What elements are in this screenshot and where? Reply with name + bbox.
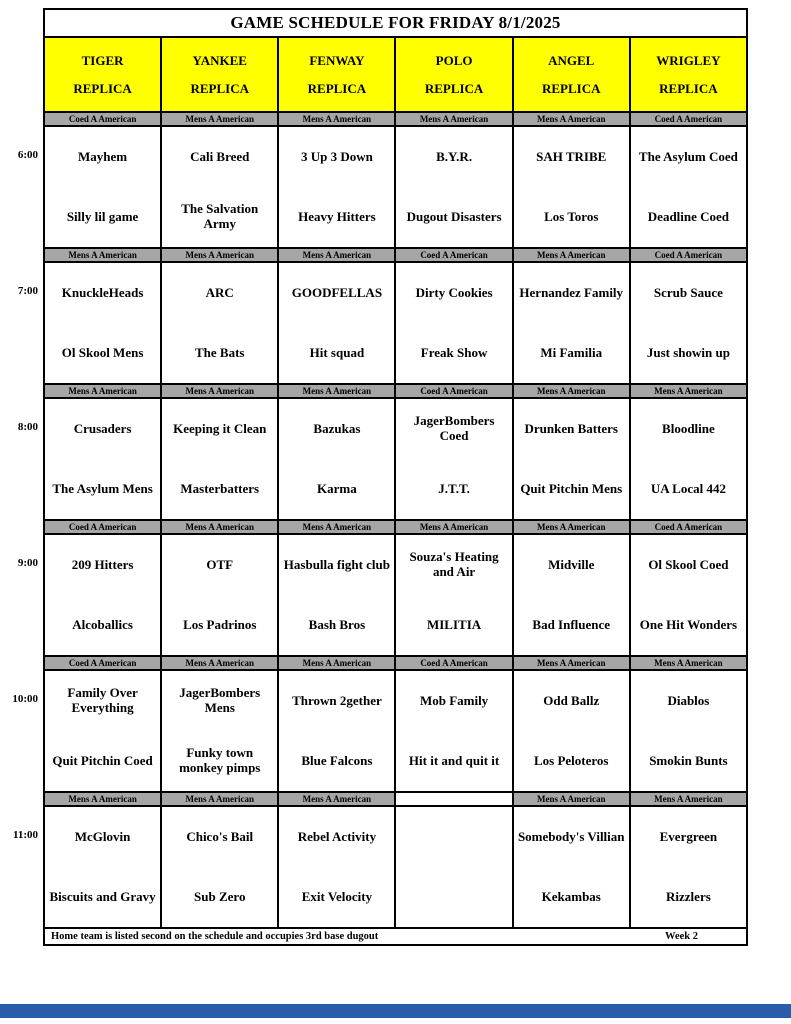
home-team: Karma — [317, 480, 357, 496]
league-band-label: Coed A American — [654, 522, 723, 532]
league-band-label: Mens A American — [185, 114, 254, 124]
field-sub: REPLICA — [307, 80, 367, 96]
away-team: Ol Skool Coed — [648, 556, 729, 572]
game-cell — [630, 398, 747, 520]
games-row — [44, 398, 747, 520]
bottom-scrollbar[interactable] — [0, 1004, 791, 1018]
home-team: Heavy Hitters — [298, 208, 376, 224]
league-band-label: Mens A American — [536, 114, 606, 124]
league-band — [395, 112, 512, 126]
home-team: Silly lil game — [66, 208, 139, 224]
league-band-row — [44, 792, 747, 806]
home-team: Hit it and quit it — [408, 752, 500, 768]
league-band-label: Mens A American — [302, 114, 372, 124]
game-cell — [44, 126, 161, 248]
league-band — [161, 520, 278, 534]
games-row — [44, 806, 747, 928]
game-cell — [513, 670, 630, 792]
field-header-yankee — [161, 37, 278, 112]
away-team: Chico's Bail — [186, 828, 254, 844]
game-cell — [161, 398, 278, 520]
league-band — [44, 656, 161, 670]
game-cell — [161, 670, 278, 792]
field-name: YANKEE — [192, 52, 247, 68]
league-band-row — [44, 656, 747, 670]
field-sub: REPLICA — [659, 80, 718, 96]
league-band — [630, 520, 747, 534]
league-band — [44, 384, 161, 398]
away-team: SAH TRIBE — [536, 148, 607, 164]
home-team: Los Peloteros — [533, 752, 609, 768]
game-cell — [278, 126, 395, 248]
game-cell — [513, 806, 630, 928]
league-band — [161, 248, 278, 262]
game-cell — [630, 806, 747, 928]
home-team: Kekambas — [541, 888, 601, 904]
league-band — [630, 248, 747, 262]
home-team: Deadline Coed — [647, 208, 730, 224]
league-band-row — [44, 520, 747, 534]
away-team: GOODFELLAS — [291, 284, 383, 300]
game-cell — [44, 670, 161, 792]
home-team: Smokin Bunts — [649, 752, 728, 768]
league-band-label: Mens A American — [419, 114, 489, 124]
league-band — [513, 656, 630, 670]
league-band — [161, 792, 278, 806]
league-band-row — [44, 248, 747, 262]
league-band-label: Coed A American — [420, 658, 488, 668]
footer-row — [44, 928, 747, 945]
league-band-label: Mens A American — [185, 386, 254, 396]
game-cell — [161, 126, 278, 248]
home-team: UA Local 442 — [650, 480, 726, 496]
time-label: 8:00 — [17, 421, 38, 433]
league-band — [278, 384, 395, 398]
league-band-label: Coed A American — [68, 658, 137, 668]
league-band — [395, 792, 512, 806]
hour-block-700 — [44, 248, 747, 384]
home-team: Los Padrinos — [183, 616, 257, 632]
game-cell — [278, 806, 395, 928]
away-team: Bazukas — [313, 420, 361, 436]
game-cell — [630, 262, 747, 384]
league-band — [513, 248, 630, 262]
home-team: The Salvation Army — [181, 201, 259, 231]
league-band — [44, 520, 161, 534]
away-team: Drunken Batters — [524, 420, 618, 436]
home-team: Sub Zero — [194, 888, 246, 904]
league-band — [44, 248, 161, 262]
away-team: Family Over Everything — [67, 685, 138, 715]
away-team: Crusaders — [73, 420, 132, 436]
week-label: Week 2 — [665, 931, 698, 942]
home-team: The Bats — [195, 344, 245, 360]
league-band-label: Coed A American — [654, 114, 723, 124]
home-team: Dugout Disasters — [406, 208, 502, 224]
game-cell — [278, 398, 395, 520]
league-band-label: Mens A American — [68, 250, 137, 260]
league-band-label: Mens A American — [302, 386, 372, 396]
away-team: Dirty Cookies — [415, 284, 493, 300]
game-cell — [44, 262, 161, 384]
away-team: Cali Breed — [190, 148, 250, 164]
field-sub: REPLICA — [190, 80, 249, 96]
game-cell — [513, 534, 630, 656]
away-team: JagerBombers Coed — [413, 413, 495, 443]
away-team: Hasbulla fight club — [283, 556, 390, 572]
league-band — [513, 520, 630, 534]
home-team: Rizzlers — [666, 888, 711, 904]
home-team: Freak Show — [420, 344, 488, 360]
away-team: B.Y.R. — [436, 148, 473, 164]
away-team: Scrub Sauce — [653, 284, 723, 300]
league-band — [44, 112, 161, 126]
league-band-label: Mens A American — [185, 250, 254, 260]
schedule-body — [44, 112, 747, 928]
home-team: Funky town monkey pimps — [179, 745, 261, 775]
away-team: Hernandez Family — [519, 284, 624, 300]
game-cell — [513, 126, 630, 248]
field-name: WRIGLEY — [656, 52, 721, 68]
home-team: Mi Familia — [540, 344, 603, 360]
league-band-row — [44, 384, 747, 398]
hour-block-1000 — [44, 656, 747, 792]
game-cell — [278, 534, 395, 656]
home-team-note: Home team is listed second on the schedule and occupies 3rd base dugout — [51, 931, 379, 942]
home-team: Exit Velocity — [301, 888, 373, 904]
home-team: Blue Falcons — [301, 752, 373, 768]
away-team: Mayhem — [78, 148, 128, 164]
hour-block-900 — [44, 520, 747, 656]
league-band-label: Coed A American — [68, 114, 137, 124]
home-team: MILITIA — [426, 616, 482, 632]
league-band-label: Mens A American — [185, 794, 254, 804]
away-team: Mob Family — [419, 692, 489, 708]
field-header-wrigley — [630, 37, 747, 112]
league-band-label: Coed A American — [420, 386, 488, 396]
league-band — [395, 384, 512, 398]
league-band — [513, 792, 630, 806]
home-team: Quit Pitchin Coed — [52, 752, 153, 768]
away-team: McGlovin — [74, 828, 131, 844]
games-row — [44, 126, 747, 248]
league-band — [44, 792, 161, 806]
league-band — [278, 248, 395, 262]
game-cell — [44, 806, 161, 928]
field-name: ANGEL — [548, 52, 595, 68]
home-team: Biscuits and Gravy — [49, 888, 156, 904]
away-team: 209 Hitters — [71, 556, 134, 572]
games-row — [44, 670, 747, 792]
home-team: Masterbatters — [180, 480, 260, 496]
time-label: 10:00 — [12, 693, 38, 705]
game-cell — [395, 126, 512, 248]
league-band-label: Coed A American — [68, 522, 137, 532]
away-team: Somebody's Villian — [517, 828, 625, 844]
field-sub: REPLICA — [73, 80, 132, 96]
field-name: POLO — [435, 52, 473, 68]
game-cell — [395, 398, 512, 520]
league-band-label: Mens A American — [654, 386, 723, 396]
league-band — [395, 520, 512, 534]
home-team: Bash Bros — [308, 616, 366, 632]
hour-block-800 — [44, 384, 747, 520]
league-band — [395, 656, 512, 670]
home-team: The Asylum Mens — [52, 480, 153, 496]
league-band-label: Mens A American — [654, 794, 723, 804]
away-team: Thrown 2gether — [292, 692, 382, 708]
page-title: GAME SCHEDULE FOR FRIDAY 8/1/2025 — [44, 9, 747, 37]
games-row — [44, 262, 747, 384]
league-band-label: Mens A American — [536, 250, 606, 260]
away-team: 3 Up 3 Down — [300, 148, 373, 164]
game-cell — [513, 262, 630, 384]
home-team: Hit squad — [309, 344, 365, 360]
home-team: Bad Influence — [532, 616, 611, 632]
league-band — [161, 112, 278, 126]
game-cell — [161, 806, 278, 928]
league-band — [278, 112, 395, 126]
league-band — [161, 656, 278, 670]
game-cell — [278, 262, 395, 384]
game-cell — [278, 670, 395, 792]
time-label: 11:00 — [12, 829, 38, 841]
league-band — [513, 384, 630, 398]
game-cell — [395, 806, 512, 928]
league-band-label: Coed A American — [420, 250, 488, 260]
game-cell — [395, 534, 512, 656]
home-team — [396, 867, 511, 927]
home-team: Just showin up — [646, 344, 730, 360]
away-team: The Asylum Coed — [638, 148, 738, 164]
away-team: Midville — [548, 556, 595, 572]
away-team: JagerBombers Mens — [179, 685, 261, 715]
league-band-label: Mens A American — [419, 522, 489, 532]
league-band-label: Mens A American — [654, 658, 723, 668]
league-band — [630, 656, 747, 670]
field-name: FENWAY — [309, 52, 365, 68]
field-sub: REPLICA — [424, 80, 484, 96]
league-band — [630, 112, 747, 126]
league-band — [278, 792, 395, 806]
game-cell — [630, 670, 747, 792]
away-team: Odd Ballz — [543, 692, 600, 708]
league-band-label: Mens A American — [68, 794, 137, 804]
field-header-angel — [513, 37, 630, 112]
home-team: Los Toros — [544, 208, 599, 224]
league-band-label: Mens A American — [302, 658, 372, 668]
league-band — [513, 112, 630, 126]
league-band-row — [44, 112, 747, 126]
time-label: 7:00 — [17, 285, 38, 297]
game-cell — [630, 534, 747, 656]
game-cell — [161, 262, 278, 384]
league-band-label: Coed A American — [654, 250, 723, 260]
hour-block-600 — [44, 112, 747, 248]
league-band-label: Mens A American — [302, 522, 372, 532]
league-band-label: Mens A American — [68, 386, 137, 396]
league-band-label: Mens A American — [185, 522, 254, 532]
league-band — [630, 384, 747, 398]
away-team: KnuckleHeads — [61, 284, 144, 300]
field-sub: REPLICA — [541, 80, 601, 96]
field-header-polo — [395, 37, 512, 112]
league-band — [161, 384, 278, 398]
time-label: 6:00 — [17, 149, 38, 161]
home-team: J.T.T. — [438, 480, 470, 496]
league-band-label: Mens A American — [536, 386, 606, 396]
schedule-table — [43, 8, 748, 946]
field-header-tiger — [44, 37, 161, 112]
game-cell — [395, 262, 512, 384]
game-cell — [161, 534, 278, 656]
league-band-label: Mens A American — [536, 794, 606, 804]
time-label: 9:00 — [17, 557, 38, 569]
field-header-fenway — [278, 37, 395, 112]
games-row — [44, 534, 747, 656]
home-team: Quit Pitchin Mens — [520, 480, 623, 496]
away-team — [396, 807, 511, 867]
league-band-label: Mens A American — [536, 658, 606, 668]
field-name: TIGER — [81, 52, 124, 68]
game-cell — [44, 398, 161, 520]
away-team: Keeping it Clean — [173, 420, 267, 436]
league-band — [395, 248, 512, 262]
away-team: ARC — [205, 284, 234, 300]
league-band — [630, 792, 747, 806]
league-band-label: Mens A American — [185, 658, 254, 668]
away-team: Evergreen — [659, 828, 718, 844]
away-team: Bloodline — [662, 420, 715, 436]
home-team: Ol Skool Mens — [61, 344, 144, 360]
away-team: OTF — [206, 556, 234, 572]
league-band — [278, 520, 395, 534]
hour-block-1100 — [44, 792, 747, 928]
away-team: Souza's Heating and Air — [409, 549, 499, 579]
league-band-label: Mens A American — [302, 250, 372, 260]
home-team: One Hit Wonders — [639, 616, 738, 632]
game-cell — [630, 126, 747, 248]
league-band — [278, 656, 395, 670]
away-team: Rebel Activity — [297, 828, 377, 844]
field-header-row — [44, 37, 747, 112]
league-band-label: Mens A American — [536, 522, 606, 532]
game-cell — [513, 398, 630, 520]
away-team: Diablos — [667, 692, 710, 708]
home-team: Alcoballics — [72, 616, 133, 632]
game-cell — [395, 670, 512, 792]
league-band-label: Mens A American — [302, 794, 372, 804]
time-gutter — [0, 8, 41, 948]
game-cell — [44, 534, 161, 656]
